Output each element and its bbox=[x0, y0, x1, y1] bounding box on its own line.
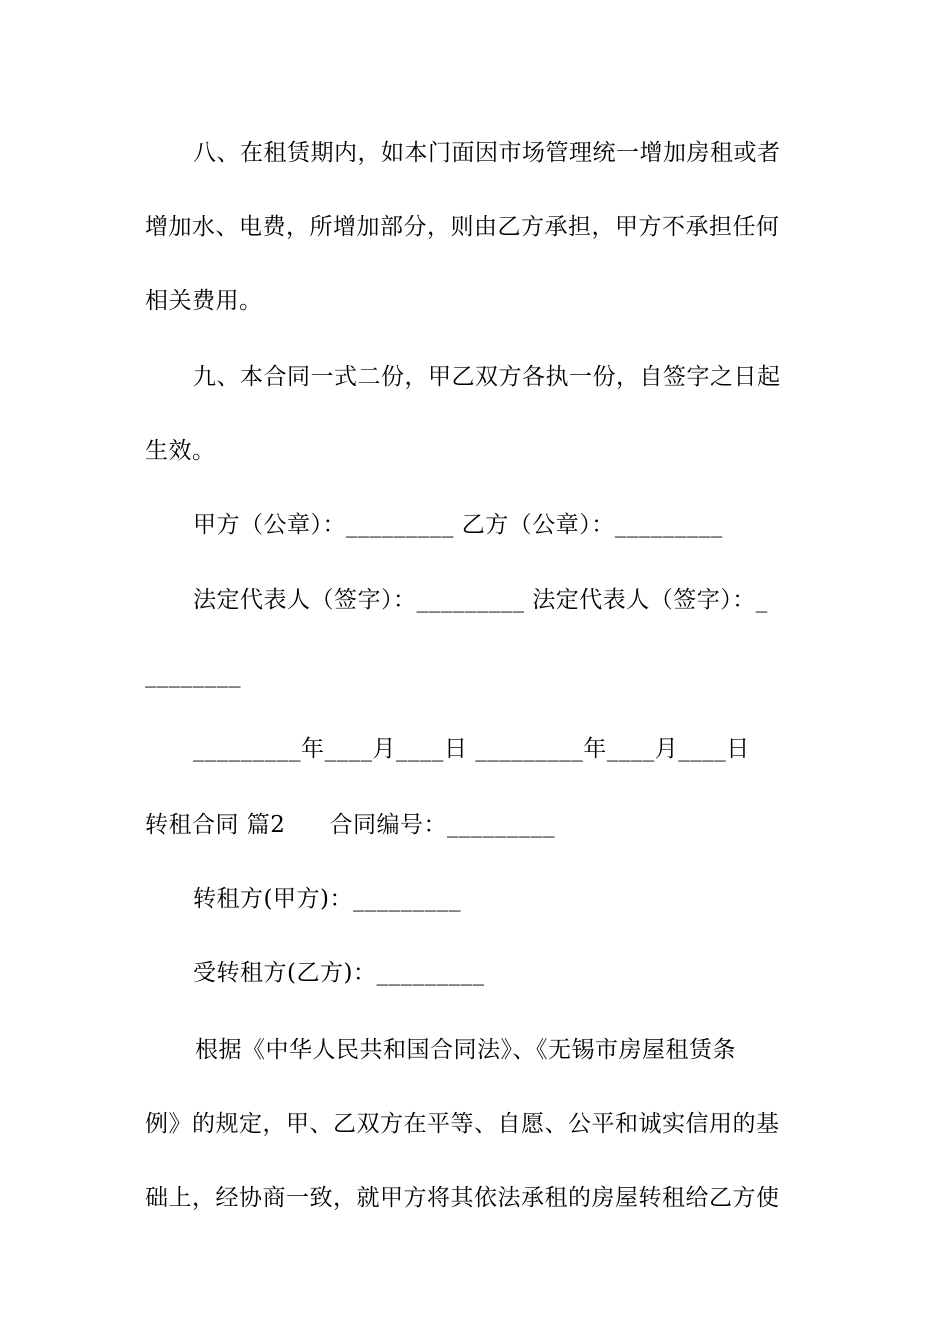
legal-representative-line-continued: ________ bbox=[145, 662, 241, 688]
sublessee-field: 受转租方(乙方)：_________ bbox=[193, 960, 485, 986]
seal-line: 甲方（公章）：_________ 乙方（公章）：_________ bbox=[193, 512, 723, 538]
preamble-line-3: 础上，经协商一致，就甲方将其依法承租的房屋转租给乙方使 bbox=[145, 1185, 780, 1211]
clause-8-line-2: 增加水、电费，所增加部分，则由乙方承担，甲方不承担任何 bbox=[145, 214, 780, 240]
contract-number-field: 合同编号：_________ bbox=[329, 812, 555, 838]
sublessor-field: 转租方(甲方)：_________ bbox=[193, 886, 461, 912]
clause-8-line-1: 八、在租赁期内，如本门面因市场管理统一增加房租或者 bbox=[193, 140, 781, 166]
preamble-line-2: 例》的规定，甲、乙双方在平等、自愿、公平和诚实信用的基 bbox=[145, 1111, 780, 1137]
clause-8-line-3: 相关费用。 bbox=[145, 288, 263, 314]
date-line: _________年____月____日 _________年____月____日 bbox=[193, 736, 750, 762]
preamble-line-1: 根据《中华人民共和国合同法》、《无锡市房屋租赁条 bbox=[195, 1037, 736, 1063]
clause-9-line-2: 生效。 bbox=[145, 438, 216, 464]
legal-representative-line: 法定代表人（签字）：_________ 法定代表人（签字）：_ bbox=[193, 587, 768, 613]
contract-2-title: 转租合同 篇2 bbox=[145, 812, 286, 838]
clause-9-line-1: 九、本合同一式二份，甲乙双方各执一份，自签字之日起 bbox=[193, 364, 781, 390]
contract-2-heading bbox=[145, 810, 825, 840]
